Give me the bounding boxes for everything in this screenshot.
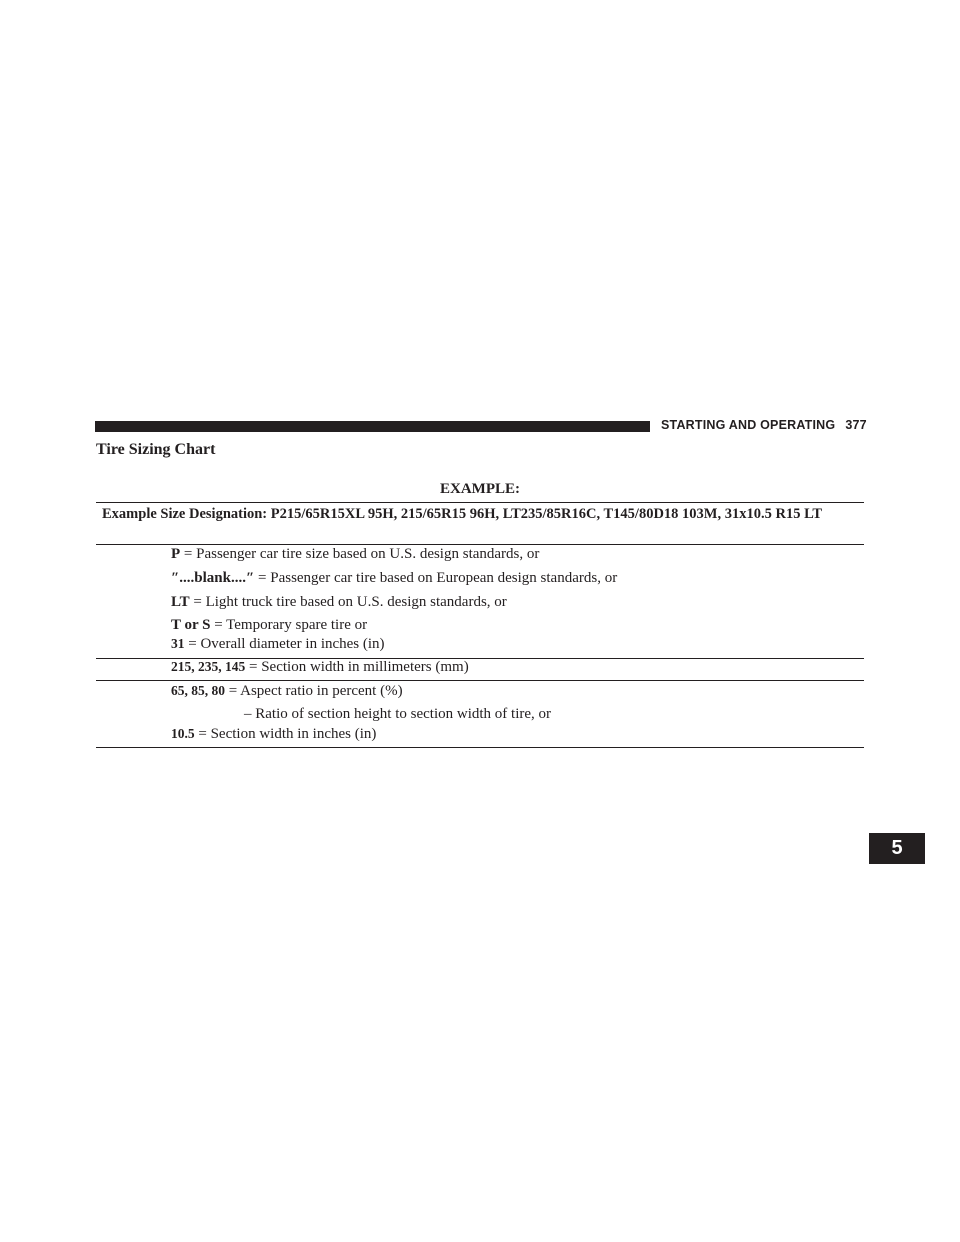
definition-line: [171, 617, 367, 634]
header-section-title: STARTING AND OPERATING: [661, 418, 836, 432]
definition-line: [171, 546, 539, 563]
chapter-tab: 5: [869, 833, 925, 864]
definition-term: 215, 235, 145: [171, 659, 246, 674]
example-designation: Example Size Designation: P215/65R15XL 95H, 215/65R15 96H, LT235/85R16C, T145/80D18 103M, 31x10.5 R15 LT: [102, 506, 823, 522]
table-rule-bottom: [96, 747, 864, 748]
definition-line: [171, 726, 376, 743]
definition-line: [171, 570, 617, 587]
definition-line: [171, 594, 507, 611]
running-header: [661, 418, 867, 432]
definition-term: P: [171, 546, 181, 562]
table-rule-top: [96, 502, 864, 503]
definition-text: = Passenger car tire size based on U.S. design standards, or: [180, 546, 540, 562]
definition-term: 10.5: [171, 726, 195, 741]
definition-text: = Aspect ratio in percent (%): [225, 683, 403, 699]
definition-line: [171, 636, 385, 653]
definition-term: ″....blank....″: [171, 570, 255, 586]
definition-line: [171, 683, 403, 700]
definition-text: = Section width in millimeters (mm): [245, 659, 469, 675]
table-rule: [96, 544, 864, 545]
definition-text: = Overall diameter in inches (in): [184, 636, 385, 652]
definition-text: = Passenger car tire based on European design standards, or: [254, 570, 618, 586]
definition-text: = Light truck tire based on U.S. design standards, or: [189, 594, 507, 610]
page-number: 377: [845, 418, 867, 432]
definition-text: = Section width in inches (in): [194, 726, 377, 742]
example-label: EXAMPLE:: [440, 481, 520, 497]
table-rule: [96, 680, 864, 681]
definition-line: [171, 659, 469, 676]
definition-line: [244, 706, 551, 723]
definition-term: 65, 85, 80: [171, 683, 225, 698]
definition-term: LT: [171, 594, 190, 610]
header-bar: [95, 421, 650, 432]
definition-term: T or S: [171, 617, 211, 633]
section-title: Tire Sizing Chart: [96, 441, 216, 458]
definition-text: – Ratio of section height to section width of tire, or: [244, 706, 552, 722]
definition-term: 31: [171, 636, 185, 651]
definition-text: = Temporary spare tire or: [210, 617, 368, 633]
